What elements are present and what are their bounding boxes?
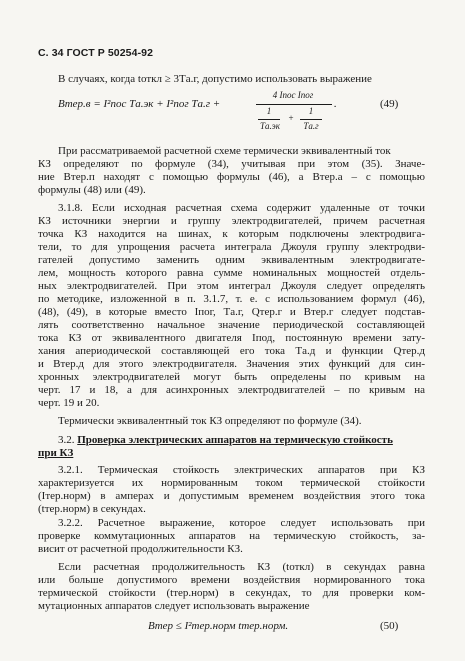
p318-line-6: лем, мощность которого равна сумме номинальных мощностей отдель- (38, 267, 425, 279)
eq49-number: (49) (380, 98, 399, 110)
equation-50: Bтер ≤ I²тер.норм tтер.норм. (148, 620, 289, 632)
p-if-line-3: термической стойкости (tтер.норм) в секундах, то для проверки ком- (38, 587, 425, 599)
p318-line-1: 3.1.8. Если исходная расчетная схема содержит удаленные от точки (58, 202, 425, 214)
p318-line-13: и Bтер.д для этого электродвигателя. Значения этих функций для син- (38, 358, 425, 370)
p318-line-9: (48), (49), в которые вместо Iпог, Tа.г, Qтер.г и Bтер.г следует подстав- (38, 306, 425, 318)
p-if-line-1: Если расчетная продолжительность КЗ (tоткл) в секундах равна (58, 561, 425, 573)
p318-line-7: ных электродвигателей. При этом интеграл Джоуля следует определять (38, 280, 425, 292)
p318-line-8: по методике, изложенной в п. 3.1.7, т. е. с использованием формул (46), (38, 293, 425, 305)
p-term-line: Термически эквивалентный ток КЗ определяют по формуле (34). (58, 415, 362, 427)
p1-line-2: КЗ определяют по формуле (34), учитывая при этом (35). Значе- (38, 158, 425, 170)
eq50-number: (50) (380, 620, 399, 632)
p321-line-2: характеризуется их нормированным током термической стойкости (38, 477, 425, 489)
p318-line-10: лять соответственно начальное значение периодической составляющей (38, 319, 425, 331)
p322-line-2: проверке коммутационных аппаратов на термическую стойкость, за- (38, 530, 425, 542)
p-if-line-4: мутационных аппаратов следует использовать выражение (38, 600, 310, 612)
eq49-numerator: 4 Iпос Iпог (272, 90, 314, 100)
p318-line-3: точка КЗ находится на шинах, к которым подключены электродвига- (38, 228, 425, 240)
p1-line-3: ние Bтер.п находят с помощью формулы (46), а Bтер.а – с помощью (38, 171, 425, 183)
eq49-denom-one-a: 1 (266, 106, 272, 116)
p318-line-12: хания апериодической составляющей его тока Tа.д и функции Qтер.д (38, 345, 425, 357)
p1-line-1: При рассматриваемой расчетной схеме термически эквивалентный ток (58, 145, 391, 157)
page-header: С. 34 ГОСТ Р 50254-92 (38, 47, 154, 59)
section-3-2-title: Проверка электрических аппаратов на термическую стойкость (77, 434, 393, 446)
p322-line-1: 3.2.2. Расчетное выражение, которое следует использовать при (58, 517, 425, 529)
eq49-denom-one-b: 1 (308, 106, 314, 116)
eq49-denom-ta-ek: Tа.эк (260, 121, 280, 131)
p-if-line-2: или больше допустимого времени воздействия нормированного тока (38, 574, 425, 586)
p318-line-15: черт. 17 и 18, а для асинхронных электродвигателей – по кривым на (38, 384, 425, 396)
p1-line-4: формулы (48) или (49). (38, 184, 146, 196)
p318-line-11: тока КЗ от эквивалентного двигателя Iпод, постоянную времени зату- (38, 332, 425, 344)
section-3-2-heading (58, 434, 425, 447)
section-3-2-title-cont: при КЗ (38, 447, 74, 459)
p318-line-5: гателей допустимо заменить одним эквивалентным электродвигате- (38, 254, 425, 266)
intro-line: В случаях, когда tоткл ≥ 3Tа.г, допустимо использовать выражение (58, 73, 372, 85)
eq49-denom-ta-g: Tа.г (303, 121, 319, 131)
p318-line-2: КЗ источники энергии и группу электродвигателей, причем расчетная (38, 215, 425, 227)
eq49-denom-plus: + (288, 113, 294, 123)
p321-line-1: 3.2.1. Термическая стойкость электрических аппаратов при КЗ (58, 464, 425, 476)
eq49-lhs: Bтер.в = I²пос Tа.эк + I²пог Tа.г + (58, 98, 221, 110)
section-3-2-number: 3.2. (58, 434, 78, 446)
p318-line-16: черт. 19 и 20. (38, 397, 100, 409)
eq49-denom-bar-a (258, 119, 280, 120)
eq49-denom-bar-b (300, 119, 322, 120)
eq49-fraction-bar (256, 104, 332, 105)
p318-line-14: хронных электродвигателей могут быть определены по кривым на (38, 371, 425, 383)
p322-line-3: висит от расчетной продолжительности КЗ. (38, 543, 243, 555)
p318-line-4: тели, то для упрощения расчета интеграла Джоуля группу электродви- (38, 241, 425, 253)
p321-line-4: (tтер.норм) в секундах. (38, 503, 146, 515)
eq49-period: . (334, 98, 337, 110)
p321-line-3: (Iтер.норм) в амперах и допустимым временем воздействия этого тока (38, 490, 425, 502)
